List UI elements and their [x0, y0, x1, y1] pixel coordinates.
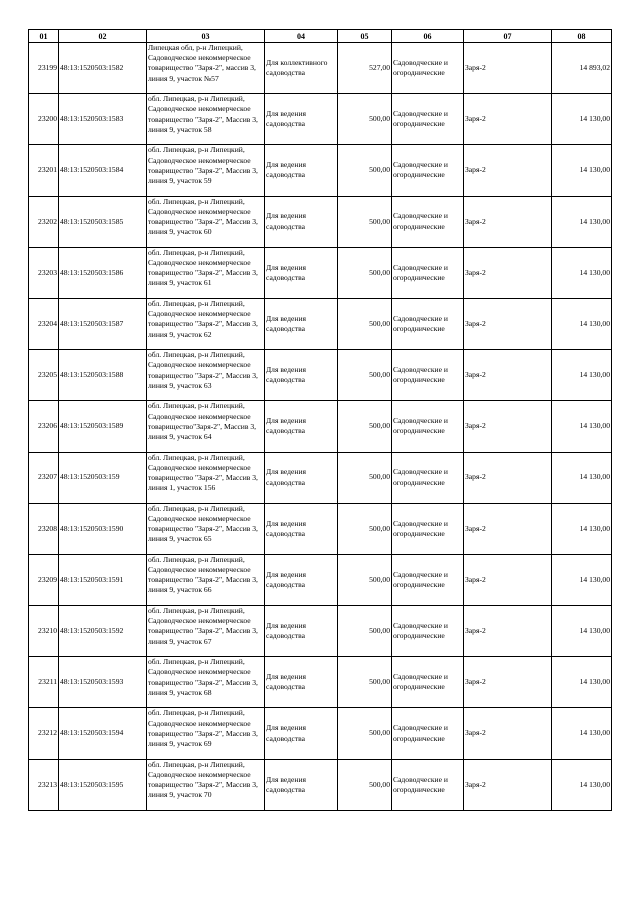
partnership-name-cell: Заря-2 [464, 196, 552, 247]
cadastral-value-cell: 14 130,00 [552, 657, 612, 708]
address-text: обл. Липецкая, р-н Липецкий, Садоводческое некоммерческое товарищество "Заря-2", Массив 3, линия 9, участок 68 [148, 657, 258, 697]
land-category-cell: Садоводческие и огороднические [392, 298, 464, 349]
partnership-name-cell: Заря-2 [464, 657, 552, 708]
partnership-name-cell: Заря-2 [464, 145, 552, 196]
permitted-use-cell: Для ведения садоводства [265, 196, 338, 247]
partnership-name-cell: Заря-2 [464, 452, 552, 503]
permitted-use-cell: Для ведения садоводства [265, 606, 338, 657]
address-cell [147, 350, 265, 401]
row-id-cell: 23201 [29, 145, 59, 196]
row-id-cell: 23210 [29, 606, 59, 657]
address-text: обл. Липецкая, р-н Липецкий, Садоводческое некоммерческое товарищество "Заря-2", Массив 3, линия 9, участок 69 [148, 708, 258, 749]
row-id-cell: 23202 [29, 196, 59, 247]
cadastral-number-cell: 48:13:1520503:1592 [59, 606, 147, 657]
column-header-06: 06 [392, 30, 464, 43]
table-row [29, 298, 612, 349]
address-cell [147, 196, 265, 247]
area-cell: 500,00 [338, 606, 392, 657]
partnership-name-cell: Заря-2 [464, 759, 552, 810]
table-row [29, 606, 612, 657]
partnership-name-cell: Заря-2 [464, 298, 552, 349]
cadastral-value-cell: 14 130,00 [552, 503, 612, 554]
row-id-cell: 23205 [29, 350, 59, 401]
address-cell [147, 657, 265, 708]
cadastral-number-cell: 48:13:1520503:1594 [59, 708, 147, 759]
address-text: обл. Липецкая, р-н Липецкий, Садоводческое некоммерческое товарищество "Заря-2", Массив 3, линия 9, участок 59 [148, 145, 258, 185]
address-text: обл. Липецкая, р-н Липецкий, Садоводческое некоммерческое товарищество "Заря-2", Массив 3, линия 9, участок 65 [148, 503, 258, 544]
area-cell: 500,00 [338, 94, 392, 145]
address-text: обл. Липецкая, р-н Липецкий, Садоводческое некоммерческое товарищество "Заря-2", Массив 3, линия 9, участок 58 [148, 94, 258, 134]
area-cell: 500,00 [338, 759, 392, 810]
area-cell: 500,00 [338, 452, 392, 503]
address-cell [147, 43, 265, 94]
cadastral-number-cell: 48:13:1520503:1586 [59, 247, 147, 298]
permitted-use-cell: Для ведения садоводства [265, 759, 338, 810]
cadastral-value-cell: 14 130,00 [552, 145, 612, 196]
partnership-name-cell: Заря-2 [464, 43, 552, 94]
cadastral-number-cell: 48:13:1520503:1588 [59, 350, 147, 401]
cadastral-number-cell: 48:13:1520503:1587 [59, 298, 147, 349]
area-cell: 500,00 [338, 401, 392, 452]
land-category-cell: Садоводческие и огороднические [392, 657, 464, 708]
table-row [29, 43, 612, 94]
cadastral-number-cell: 48:13:1520503:1582 [59, 43, 147, 94]
table-row [29, 401, 612, 452]
table-row [29, 196, 612, 247]
cadastral-value-cell: 14 893,02 [552, 43, 612, 94]
cadastral-value-cell: 14 130,00 [552, 452, 612, 503]
address-text: обл. Липецкая, р-н Липецкий, Садоводческое некоммерческое товарищество"Заря-2", Массив 3, линия 9, участок 64 [148, 401, 257, 441]
land-category-cell: Садоводческие и огороднические [392, 94, 464, 145]
permitted-use-cell: Для ведения садоводства [265, 554, 338, 605]
cadastral-value-cell: 14 130,00 [552, 708, 612, 759]
cadastral-number-cell: 48:13:1520503:1585 [59, 196, 147, 247]
column-header-03: 03 [147, 30, 265, 43]
permitted-use-cell: Для ведения садоводства [265, 145, 338, 196]
area-cell: 500,00 [338, 708, 392, 759]
area-cell: 527,00 [338, 43, 392, 94]
cadastral-number-cell: 48:13:1520503:1584 [59, 145, 147, 196]
row-id-cell: 23211 [29, 657, 59, 708]
table-row [29, 708, 612, 759]
cadastral-value-cell: 14 130,00 [552, 759, 612, 810]
area-cell: 500,00 [338, 554, 392, 605]
land-category-cell: Садоводческие и огороднические [392, 452, 464, 503]
land-category-cell: Садоводческие и огороднические [392, 606, 464, 657]
address-cell [147, 247, 265, 298]
table-row [29, 657, 612, 708]
address-cell [147, 759, 265, 810]
cadastral-value-cell: 14 130,00 [552, 298, 612, 349]
cadastral-value-cell: 14 130,00 [552, 94, 612, 145]
area-cell: 500,00 [338, 350, 392, 401]
area-cell: 500,00 [338, 247, 392, 298]
column-header-08: 08 [552, 30, 612, 43]
table-body [29, 43, 612, 811]
row-id-cell: 23208 [29, 503, 59, 554]
address-cell [147, 452, 265, 503]
row-id-cell: 23212 [29, 708, 59, 759]
land-category-cell: Садоводческие и огороднические [392, 759, 464, 810]
permitted-use-cell: Для коллективного садоводства [265, 43, 338, 94]
permitted-use-cell: Для ведения садоводства [265, 452, 338, 503]
row-id-cell: 23207 [29, 452, 59, 503]
column-header-04: 04 [265, 30, 338, 43]
address-cell [147, 94, 265, 145]
address-text: обл. Липецкая, р-н Липецкий, Садоводческое некоммерческое товарищество "Заря-2", Массив 3, линия 1, участок 156 [148, 452, 258, 493]
table-row [29, 759, 612, 810]
cadastral-value-cell: 14 130,00 [552, 196, 612, 247]
land-category-cell: Садоводческие и огороднические [392, 247, 464, 298]
header-row [29, 30, 612, 43]
address-cell [147, 606, 265, 657]
partnership-name-cell: Заря-2 [464, 247, 552, 298]
permitted-use-cell: Для ведения садоводства [265, 94, 338, 145]
land-category-cell: Садоводческие и огороднические [392, 145, 464, 196]
cadastral-number-cell: 48:13:1520503:1595 [59, 759, 147, 810]
partnership-name-cell: Заря-2 [464, 708, 552, 759]
address-text: обл. Липецкая, р-н Липецкий, Садоводческое некоммерческое товарищество "Заря-2", Массив 3, линия 9, участок 63 [148, 350, 258, 390]
address-cell [147, 298, 265, 349]
area-cell: 500,00 [338, 503, 392, 554]
cadastral-value-cell: 14 130,00 [552, 401, 612, 452]
column-header-05: 05 [338, 30, 392, 43]
permitted-use-cell: Для ведения садоводства [265, 503, 338, 554]
land-category-cell: Садоводческие и огороднические [392, 196, 464, 247]
partnership-name-cell: Заря-2 [464, 503, 552, 554]
address-text: Липецкая обл, р-н Липецкий, Садоводческое некоммерческое товарищество "Заря-2", массив 3, линия 9, участок №57 [148, 43, 256, 83]
table-row [29, 554, 612, 605]
table-row [29, 145, 612, 196]
cadastral-number-cell: 48:13:1520503:1589 [59, 401, 147, 452]
address-text: обл. Липецкая, р-н Липецкий, Садоводческое некоммерческое товарищество "Заря-2", Массив 3, линия 9, участок 67 [148, 606, 258, 646]
address-cell [147, 145, 265, 196]
land-category-cell: Садоводческие и огороднические [392, 503, 464, 554]
cadastral-number-cell: 48:13:1520503:159 [59, 452, 147, 503]
address-text: обл. Липецкая, р-н Липецкий, Садоводческое некоммерческое товарищество "Заря-2", Массив 3, линия 9, участок 66 [148, 554, 258, 595]
row-id-cell: 23199 [29, 43, 59, 94]
address-cell [147, 401, 265, 452]
cadastral-value-cell: 14 130,00 [552, 247, 612, 298]
land-category-cell: Садоводческие и огороднические [392, 708, 464, 759]
table-row [29, 452, 612, 503]
table-row [29, 247, 612, 298]
row-id-cell: 23204 [29, 298, 59, 349]
partnership-name-cell: Заря-2 [464, 94, 552, 145]
land-category-cell: Садоводческие и огороднические [392, 554, 464, 605]
permitted-use-cell: Для ведения садоводства [265, 708, 338, 759]
address-text: обл. Липецкая, р-н Липецкий, Садоводческое некоммерческое товарищество "Заря-2", Массив 3, линия 9, участок 60 [148, 196, 258, 237]
permitted-use-cell: Для ведения садоводства [265, 298, 338, 349]
table-row [29, 503, 612, 554]
row-id-cell: 23209 [29, 554, 59, 605]
address-cell [147, 708, 265, 759]
cadastral-number-cell: 48:13:1520503:1591 [59, 554, 147, 605]
row-id-cell: 23200 [29, 94, 59, 145]
cadastral-value-cell: 14 130,00 [552, 350, 612, 401]
partnership-name-cell: Заря-2 [464, 350, 552, 401]
permitted-use-cell: Для ведения садоводства [265, 350, 338, 401]
area-cell: 500,00 [338, 657, 392, 708]
cadastral-number-cell: 48:13:1520503:1590 [59, 503, 147, 554]
column-header-02: 02 [59, 30, 147, 43]
address-cell [147, 554, 265, 605]
cadastral-value-cell: 14 130,00 [552, 554, 612, 605]
cadastral-number-cell: 48:13:1520503:1593 [59, 657, 147, 708]
address-text: обл. Липецкая, р-н Липецкий, Садоводческое некоммерческое товарищество "Заря-2", Массив 3, линия 9, участок 61 [148, 247, 258, 288]
cadastral-number-cell: 48:13:1520503:1583 [59, 94, 147, 145]
partnership-name-cell: Заря-2 [464, 606, 552, 657]
table-row [29, 94, 612, 145]
address-cell [147, 503, 265, 554]
table-row [29, 350, 612, 401]
cadastral-value-cell: 14 130,00 [552, 606, 612, 657]
area-cell: 500,00 [338, 298, 392, 349]
land-category-cell: Садоводческие и огороднические [392, 401, 464, 452]
permitted-use-cell: Для ведения садоводства [265, 247, 338, 298]
address-text: обл. Липецкая, р-н Липецкий, Садоводческое некоммерческое товарищество "Заря-2", Массив 3, линия 9, участок 70 [148, 759, 258, 800]
land-registry-table [28, 29, 612, 811]
partnership-name-cell: Заря-2 [464, 401, 552, 452]
area-cell: 500,00 [338, 196, 392, 247]
permitted-use-cell: Для ведения садоводства [265, 657, 338, 708]
partnership-name-cell: Заря-2 [464, 554, 552, 605]
row-id-cell: 23213 [29, 759, 59, 810]
row-id-cell: 23203 [29, 247, 59, 298]
column-header-07: 07 [464, 30, 552, 43]
land-category-cell: Садоводческие и огороднические [392, 350, 464, 401]
area-cell: 500,00 [338, 145, 392, 196]
column-header-01: 01 [29, 30, 59, 43]
permitted-use-cell: Для ведения садоводства [265, 401, 338, 452]
land-category-cell: Садоводческие и огороднические [392, 43, 464, 94]
row-id-cell: 23206 [29, 401, 59, 452]
address-text: обл. Липецкая, р-н Липецкий, Садоводческое некоммерческое товарищество "Заря-2", Массив 3, линия 9, участок 62 [148, 298, 258, 339]
